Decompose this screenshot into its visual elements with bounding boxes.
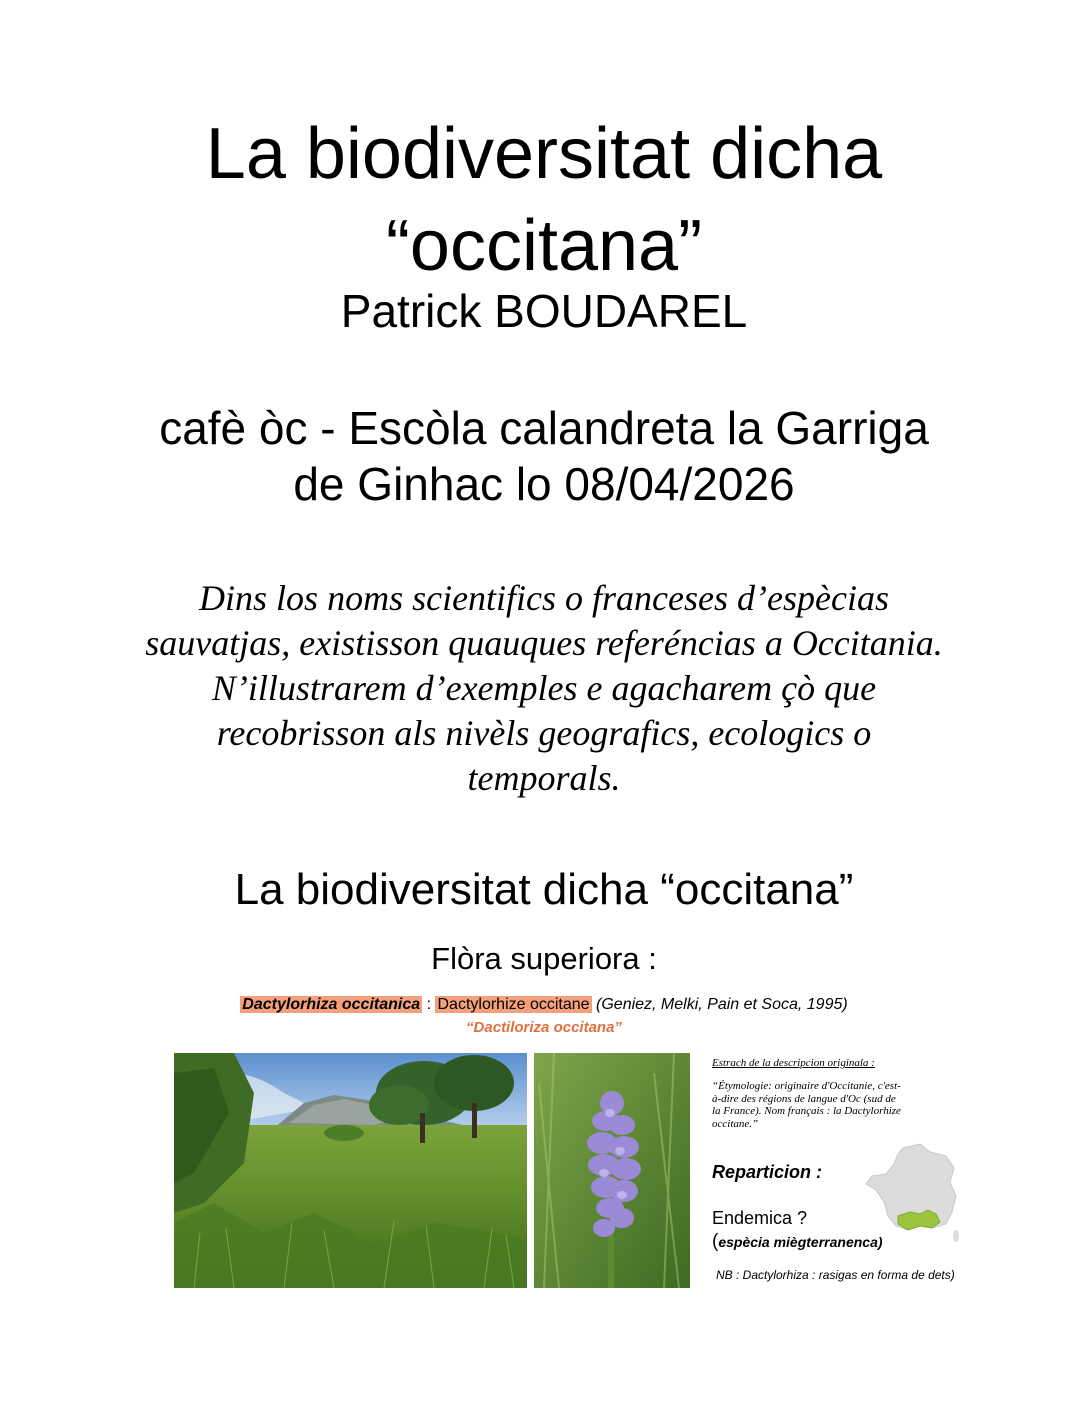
repartition-label: Reparticion : [712, 1162, 823, 1182]
landscape-photo [174, 1053, 527, 1288]
abstract-line-5: temporals. [467, 758, 621, 798]
author-name: Patrick BOUDAREL [340, 285, 748, 337]
extract-heading: Estrach de la descripcion originala : [712, 1057, 875, 1069]
slide-title: La biodiversitat dicha “occitana” [234, 865, 854, 914]
description-extract [712, 1056, 972, 1130]
event-line-2: de Ginhac lo 08/04/2026 [293, 458, 795, 510]
document-title [0, 108, 1088, 292]
nb-note: NB : Dactylorhiza : rasigas en forma de dets) [716, 1268, 955, 1282]
abstract-line-1: Dins los noms scientifics o franceses d’espècias [199, 578, 889, 618]
species-line [0, 994, 1088, 1016]
extract-text: “Étymologie: originaire d'Occitanie, c'est-à-dire des régions de langue d'Oc (sud de la France). Nom français : la Dactylorhize occitane.” [712, 1080, 901, 1130]
orchid-photo [534, 1053, 690, 1288]
occitan-name: “Dactiloriza occitana” [466, 1019, 622, 1036]
abstract-line-3: N’illustrarem d’exemples e agacharem çò que [211, 668, 877, 708]
event-info [0, 400, 1088, 512]
title-line-2: “occitana” [385, 206, 703, 286]
abstract-line-4: recobrisson als nivèls geografics, ecologics o [216, 713, 872, 753]
species-french-name: Dactylorhize occitane [437, 996, 590, 1013]
especia-label: (espècia miègterranenca) [712, 1231, 883, 1252]
event-line-1: cafè òc - Escòla calandreta la Garriga [159, 402, 929, 454]
abstract-line-2: sauvatjas, existisson quauques referéncias a Occitania. [145, 623, 943, 663]
species-authors: (Geniez, Melki, Pain et Soca, 1995) [596, 996, 848, 1013]
title-line-1: La biodiversitat dicha [205, 114, 883, 194]
slide-subtitle: Flòra superiora : [431, 941, 657, 976]
abstract [90, 576, 998, 801]
species-scientific-name: Dactylorhiza occitanica [242, 996, 421, 1013]
endemica-label: Endemica ? [712, 1208, 808, 1228]
species-separator: : [422, 996, 436, 1013]
